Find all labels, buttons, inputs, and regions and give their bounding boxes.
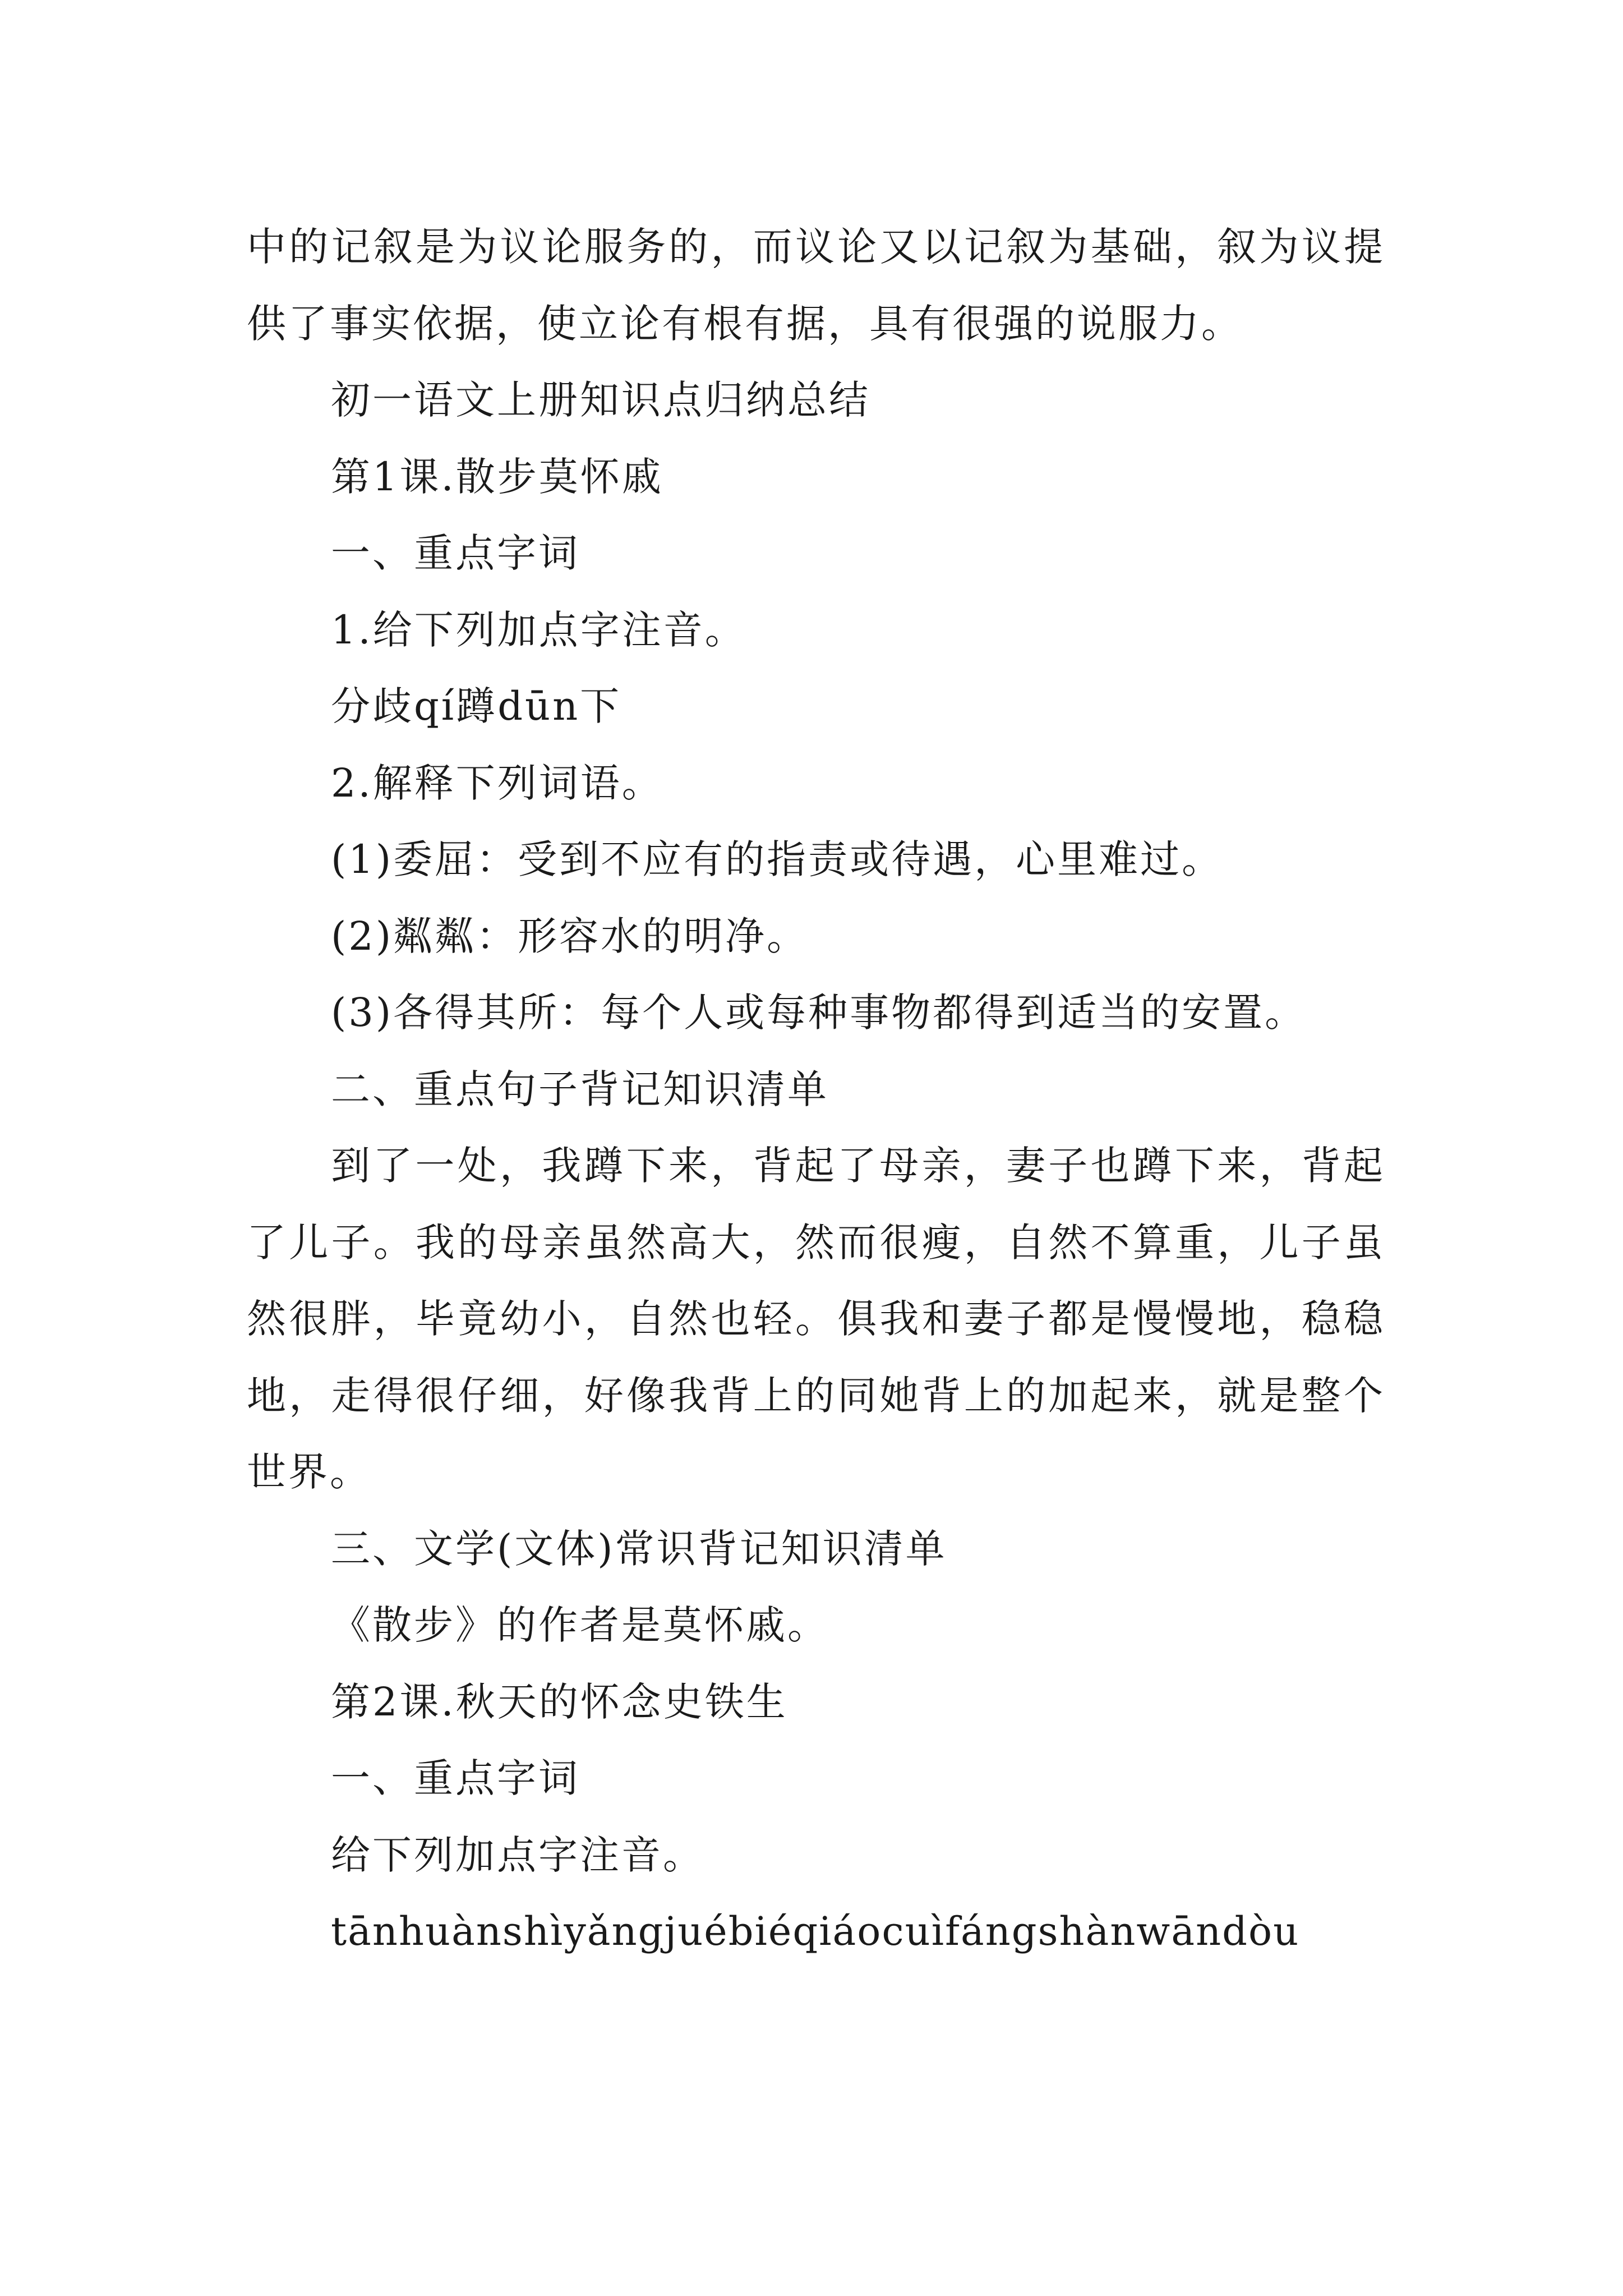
definition-item: (3)各得其所：每个人或每种事物都得到适当的安置。 <box>331 990 1307 1036</box>
exercise-item: 给下列加点字注音。 <box>331 1832 704 1878</box>
section-heading: 一、重点字词 <box>331 530 580 576</box>
literature-note: 《散步》的作者是莫怀戚。 <box>331 1602 829 1648</box>
definition-item: (1)委屈：受到不应有的指责或待遇，心里难过。 <box>331 836 1224 882</box>
lesson-title: 第2课.秋天的怀念史铁生 <box>331 1678 788 1725</box>
exercise-item: 2.解释下列词语。 <box>331 760 663 806</box>
document-body <box>247 209 1385 1970</box>
section-heading: 三、文学(文体)常识背记知识清单 <box>331 1525 947 1572</box>
exercise-answer: 分歧qí蹲dūn下 <box>331 683 622 729</box>
quoted-passage: 到了一处，我蹲下来，背起了母亲，妻子也蹲下来，背起了儿子。我的母亲虽然高大，然而很瘦，自然不算重，儿子虽然很胖，毕竟幼小，自然也轻。俱我和妻子都是慢慢地，稳稳地，走得很仔细，好像我背上的同她背上的加起来，就是整个世界。 <box>247 1143 1385 1495</box>
document-heading: 初一语文上册知识点归纳总结 <box>331 377 870 423</box>
definition-item: (2)粼粼：形容水的明净。 <box>331 913 809 959</box>
pinyin-line: tānhuànshìyǎngjuébiéqiáocuìfángshànwāndòu <box>331 1908 1300 1954</box>
paragraph-continuation: 中的记叙是为议论服务的，而议论又以记叙为基础，叙为议提供了事实依据，使立论有根有据，具有很强的说服力。 <box>247 224 1385 347</box>
exercise-item: 1.给下列加点字注音。 <box>331 606 746 653</box>
section-heading: 二、重点句子背记知识清单 <box>331 1066 829 1112</box>
section-heading: 一、重点字词 <box>331 1755 580 1801</box>
lesson-title: 第1课.散步莫怀戚 <box>331 453 663 500</box>
